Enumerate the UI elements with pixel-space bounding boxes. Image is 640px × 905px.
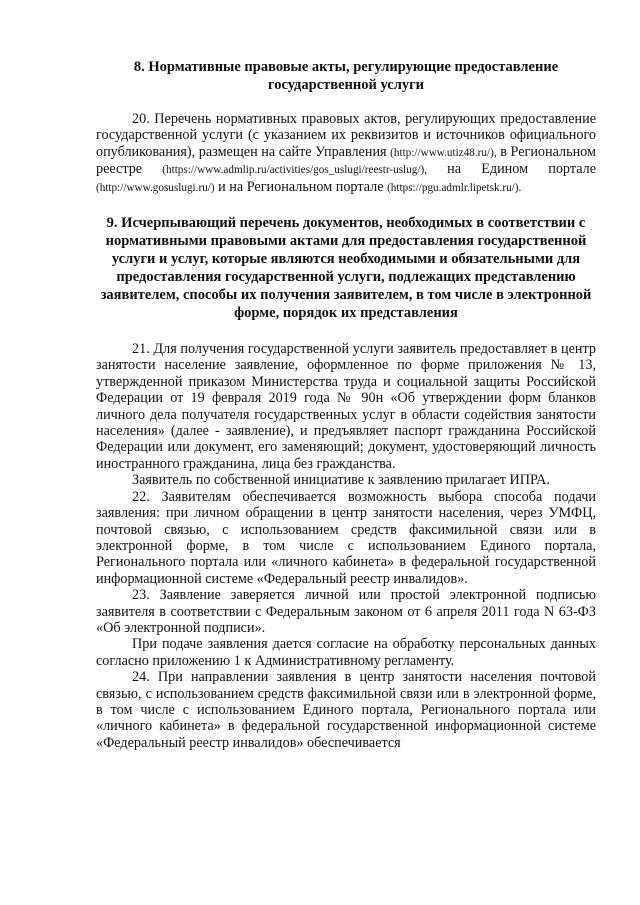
link-gosuslugi[interactable]: (http://www.gosuslugi.ru/) [96, 181, 215, 194]
paragraph-20-mid3: и на Региональном портале [214, 178, 388, 195]
link-pgu-lipetsk[interactable]: (https://pgu.admlr.lipetsk.ru/). [387, 181, 522, 194]
paragraph-24: 24. При направлении заявления в центр занятости населения почтовой связью, с использованием средств факсимильной связи или в электронной форме, в том числе с использованием Единого портала, Регионального портала или «личного кабинета» в федеральной государственной информационной системе «Федеральный реестр инвалидов» обеспечивается [96, 669, 596, 751]
paragraph-21: 21. Для получения государственной услуги заявитель предоставляет в центр занятости население заявление, оформленное по форме приложения № 13, утвержденной приказом Министерства труда и социальной защиты Российской Федерации от 19 февраля 2019 года № 90н «Об утверждении форм бланков личного дела получателя государственных услуг в области содействия занятости населения» (далее - заявление), и предъявляет паспорт гражданина Российской Федерации или документ, его заменяющий; документ, удостоверяющий личность иностранного гражданина, лица без гражданства. [96, 341, 596, 472]
paragraph-20-mid1: в Региональном реестре [96, 143, 596, 178]
paragraph-20 [96, 111, 596, 196]
paragraph-20-text: 20. Перечень нормативных правовых актов, регулирующих предоставление государственной услуги (с указанием их реквизитов и источников официального опубликования), размещен на сайте Управления [96, 111, 596, 160]
paragraph-ipra: Заявитель по собственной инициативе к заявлению прилагает ИПРА. [132, 472, 550, 489]
section-8-heading: 8. Нормативные правовые акты, регулирующие предоставление государственной услуги [133, 59, 559, 93]
paragraph-consent: При подаче заявления дается согласие на обработку персональных данных согласно приложению 1 к Административному регламенту. [96, 636, 596, 669]
paragraph-22: 22. Заявителям обеспечивается возможность выбора способа подачи заявления: при личном обращении в центр занятости населения, через УМФЦ, почтовой связью, с использованием средств факсимильной связи или в электронной форме, в том числе с использованием Единого портала, Регионального портала или «личного кабинета» в федеральной государственной информационной системе «Федеральный реестр инвалидов». [96, 488, 596, 587]
link-utiz48[interactable]: (http://www.utiz48.ru/), [390, 146, 497, 159]
paragraph-23: 23. Заявление заверяется личной или простой электронной подписью заявителя в соответствии с Федеральным законом от 6 апреля 2011 года N 63-ФЗ «Об электронной подписи». [96, 587, 596, 636]
link-admlip-reestr[interactable]: (https://www.admlip.ru/activities/gos_uslugi/reestr-uslug/), [162, 164, 427, 177]
paragraph-20-mid2: на Едином портале [427, 161, 596, 178]
section-9-heading: 9. Исчерпывающий перечень документов, необходимых в соответствии с нормативными правовыми актами для предоставления государственной услуги и услуг, которые являются необходимыми и обязательными для предоставления государственной услуги, подлежащих представлению заявителем, способы их получения заявителем, в том числе в электронной форме, порядок их представления [100, 215, 592, 322]
